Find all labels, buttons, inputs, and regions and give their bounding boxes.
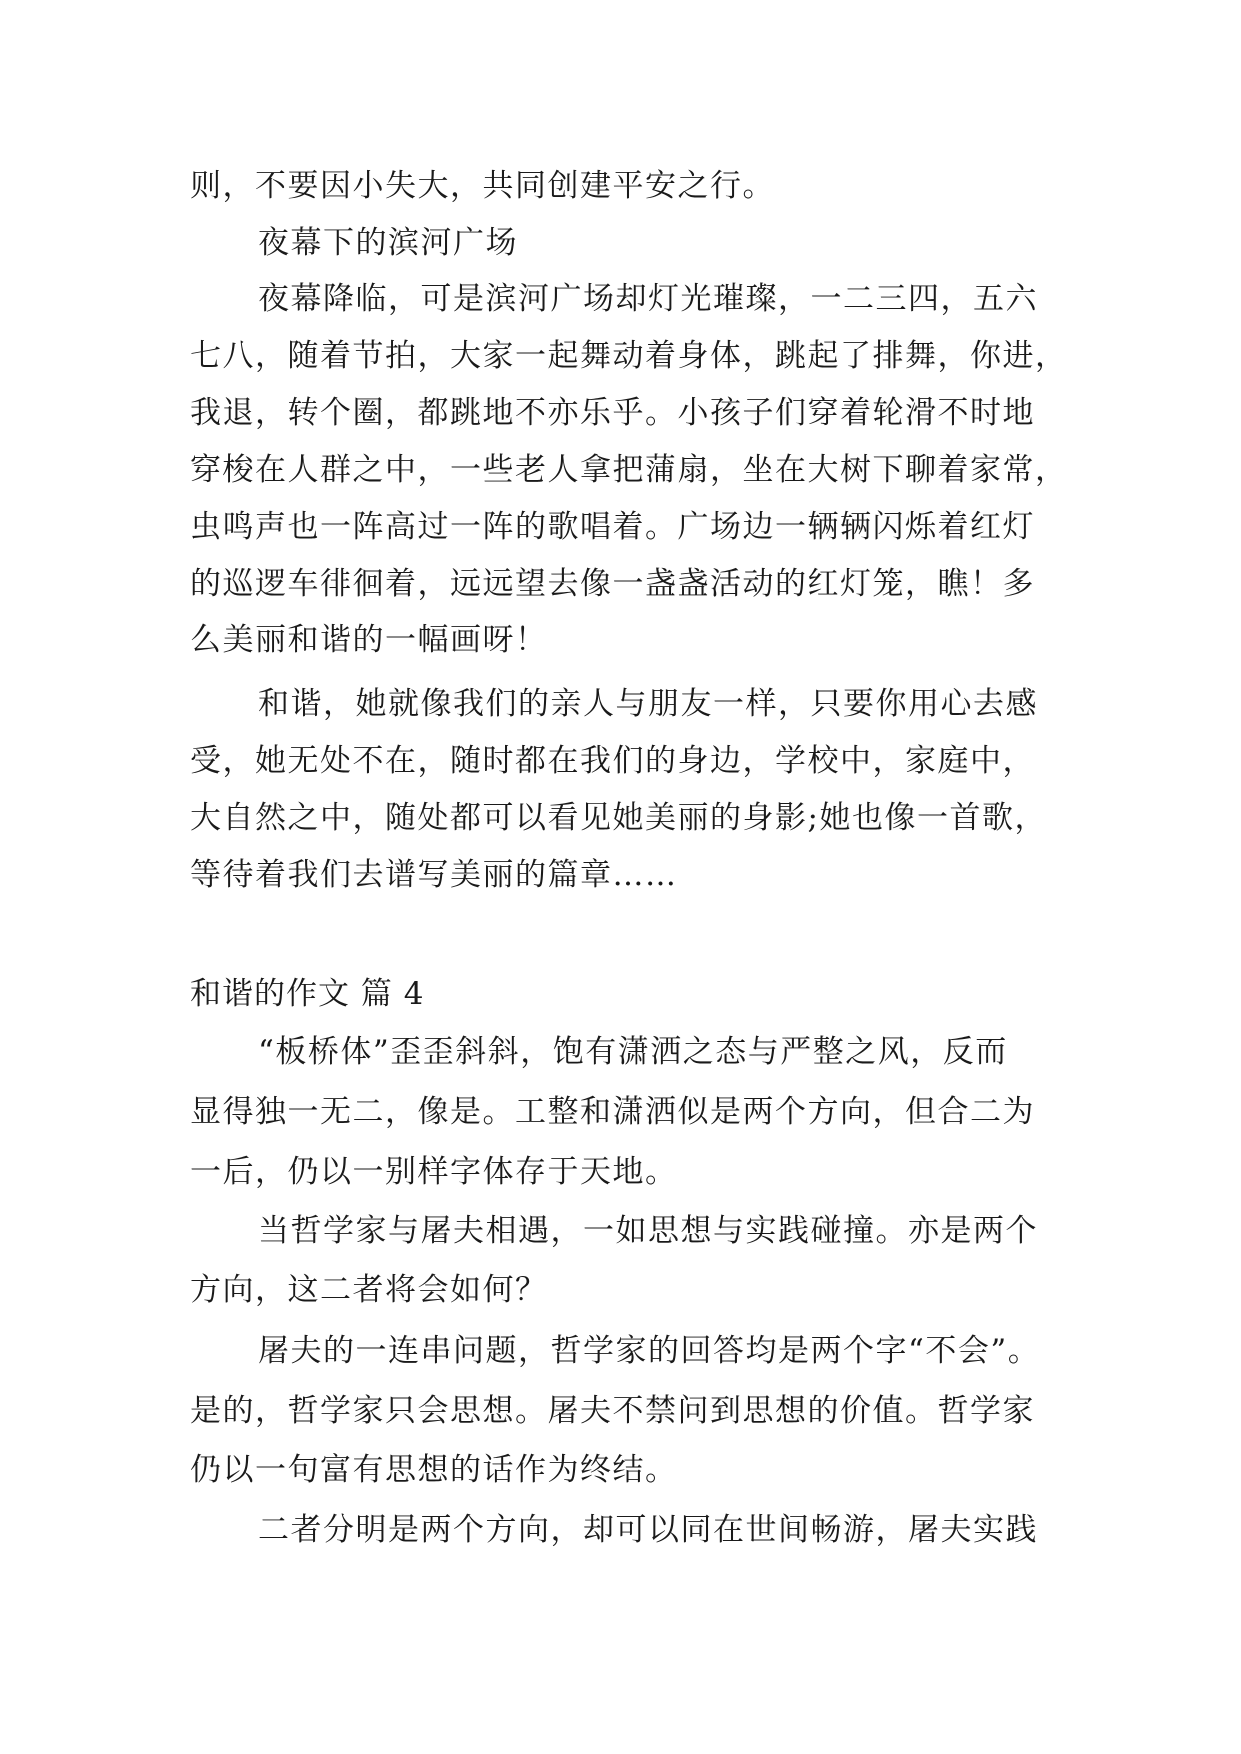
text-line: 是的，哲学家只会思想。屠夫不禁问到思想的价值。哲学家 [190, 1393, 1035, 1429]
section-heading: 和谐的作文 篇 4 [190, 976, 425, 1012]
subheading: 夜幕下的滨河广场 [258, 225, 518, 261]
text-line: 等待着我们去谱写美丽的篇章…… [190, 857, 678, 893]
text-line: 大自然之中，随处都可以看见她美丽的身影;她也像一首歌， [190, 800, 1047, 836]
text-line: 和谐，她就像我们的亲人与朋友一样，只要你用心去感 [258, 686, 1038, 722]
text-line: 的巡逻车徘徊着，远远望去像一盏盏活动的红灯笼，瞧！多 [190, 566, 1035, 602]
text-line: 方向，这二者将会如何？ [190, 1272, 548, 1308]
text-line: 我退，转个圈，都跳地不亦乐乎。小孩子们穿着轮滑不时地 [190, 395, 1035, 431]
text-line: 一后，仍以一别样字体存于天地。 [190, 1154, 678, 1190]
text-line: 虫鸣声也一阵高过一阵的歌唱着。广场边一辆辆闪烁着红灯 [190, 509, 1035, 545]
text-line: 受，她无处不在，随时都在我们的身边，学校中，家庭中， [190, 743, 1035, 779]
text-line: 二者分明是两个方向，却可以同在世间畅游，屠夫实践 [258, 1512, 1038, 1548]
text-line: 显得独一无二，像是。工整和潇洒似是两个方向，但合二为 [190, 1094, 1035, 1130]
text-line: 夜幕降临，可是滨河广场却灯光璀璨，一二三四，五六 [258, 281, 1038, 317]
text-line: 则，不要因小失大，共同创建平安之行。 [190, 168, 775, 204]
text-line: 穿梭在人群之中，一些老人拿把蒲扇，坐在大树下聊着家常， [190, 452, 1068, 488]
text-line: 当哲学家与屠夫相遇，一如思想与实践碰撞。亦是两个 [258, 1213, 1038, 1249]
text-line: 屠夫的一连串问题，哲学家的回答均是两个字“不会”。 [258, 1333, 1041, 1369]
text-line: 么美丽和谐的一幅画呀！ [190, 622, 548, 658]
text-line: 仍以一句富有思想的话作为终结。 [190, 1452, 678, 1488]
text-line: 七八，随着节拍，大家一起舞动着身体，跳起了排舞，你进， [190, 338, 1068, 374]
text-line: “板桥体”歪歪斜斜，饱有潇洒之态与严整之风，反而 [258, 1034, 1008, 1070]
